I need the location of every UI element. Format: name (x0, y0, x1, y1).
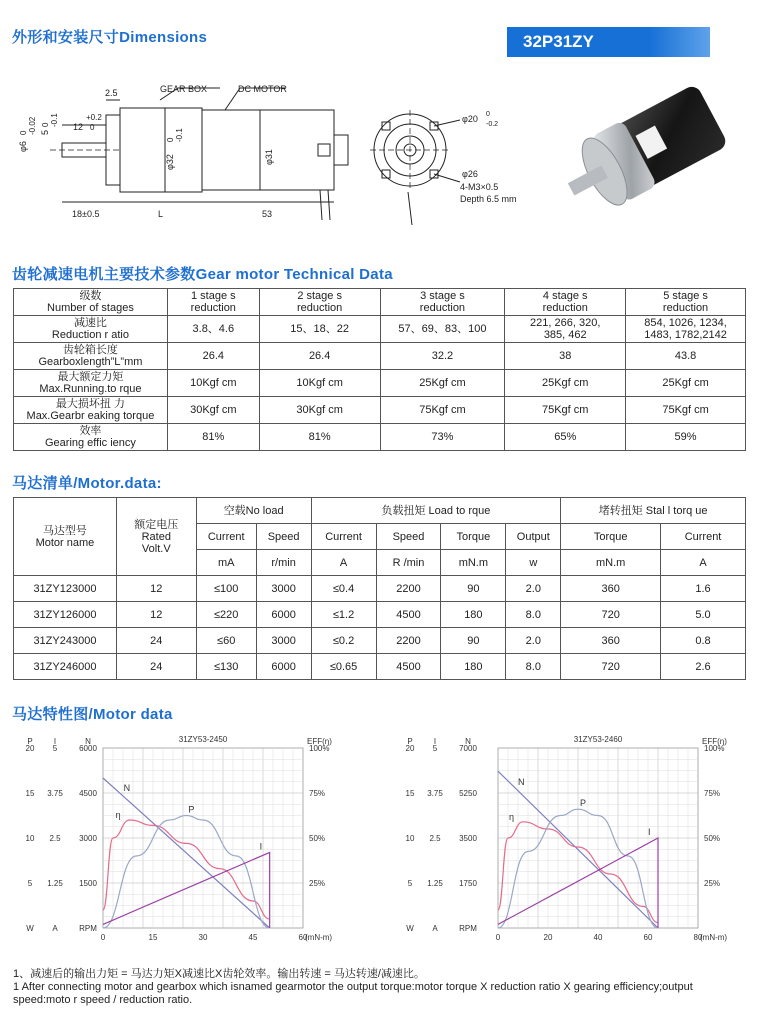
dim-2-5: 2.5 (105, 88, 118, 98)
n-axis-label: N (465, 737, 471, 746)
stages-label: 级数 Number of stages (14, 289, 168, 316)
dim-shaft-tol-top: 0 (19, 130, 28, 135)
n-tick: RPM (459, 924, 477, 933)
dim-flat-tol-bottom: -0.1 (50, 113, 59, 127)
motor-curve-chart-2 (380, 728, 760, 950)
eff-tick: 100% (309, 744, 330, 753)
label-gear-box: GEAR BOX (160, 84, 208, 94)
p-tick: 10 (405, 834, 415, 843)
dim-53: 53 (262, 209, 273, 219)
dim-shaft-dia: φ6 (18, 141, 28, 152)
x-tick: 80 (693, 933, 703, 942)
n-tick: RPM (79, 924, 97, 933)
chart-title: 31ZY53-2450 (178, 735, 228, 744)
i-axis-label: I (53, 737, 57, 746)
dim-flat-tol-top: 0 (41, 122, 50, 127)
tech-table (13, 288, 746, 451)
n-tick: 1500 (79, 879, 97, 888)
i-tick: 5 (52, 744, 58, 753)
i-tick: 1.25 (47, 879, 63, 888)
motor-title: 马达清单/Motor.data: (12, 475, 162, 492)
eff-tick: 100% (704, 744, 725, 753)
eff-tick: 50% (704, 834, 721, 843)
rated-volt-head: 额定电压 Rated Volt.V (116, 498, 196, 576)
tech-header-row (14, 289, 746, 316)
i-tick: 3.75 (427, 789, 443, 798)
i-tick: 3.75 (47, 789, 63, 798)
dim-12-tol-top: +0.2 (86, 113, 102, 122)
dim-12-tol-bottom: 0 (90, 123, 95, 132)
x-tick: 30 (198, 933, 208, 942)
dim-pilot-dia: φ20 (462, 114, 478, 124)
eff-tick: 75% (309, 789, 326, 798)
i-tick: 1.25 (427, 879, 443, 888)
dim-flat: 5 (40, 129, 50, 135)
x-axis-label: (mN-m) (700, 933, 728, 942)
tech-row-length: 齿轮箱长度 Gearboxlength”L”mm 26.4 26.4 32.2 38 43.8 (14, 343, 746, 370)
i-tick: A (52, 924, 58, 933)
motor-table: 马达型号 Motor name 额定电压 Rated Volt.V 空载No load 负载扭矩 Load to rque 堵转扭矩 Stal l torq ue Current Speed Current Speed Torque Output Torque Current mA r/min A R /min mN.m w mN.m A 31ZY123000 12 ≤100 3000 ≤0.4 2200 90 2.0 360 1.6 31ZY126000 12 ≤220 6000 ≤1.2 4500 180 8.0 720 5.0 31ZY243000 24 ≤60 3000 ≤0.2 2200 90 2.0 360 0.8 31ZY246000 24 ≤130 6000 ≤0.65 4500 180 8.0 720 2.6 (13, 497, 746, 680)
p-tick: 15 (405, 789, 415, 798)
dim-gear-dia: φ32 (165, 154, 175, 170)
dim-pcd: φ26 (462, 169, 478, 179)
dim-18: 18±0.5 (72, 209, 100, 219)
dim-gear-dia-tol-top: 0 (166, 137, 175, 142)
motor-name-head: 马达型号 Motor name (14, 498, 117, 576)
dim-depth: Depth 6.5 mm (460, 194, 517, 204)
label-eta: η (115, 810, 121, 820)
label-dc-motor: DC MOTOR (238, 84, 287, 94)
model-badge: 32P31ZY (507, 27, 710, 57)
motor-row: 31ZY126000 12 ≤220 6000 ≤1.2 4500 180 8.0 720 5.0 (14, 602, 746, 628)
x-tick: 45 (248, 933, 258, 942)
label-I: I (648, 827, 651, 837)
tech-row-efficiency: 效率 Gearing effic iency 81% 81% 73% 65% 59% (14, 424, 746, 451)
eff-tick: 25% (704, 879, 721, 888)
n-tick: 1750 (459, 879, 477, 888)
p-tick: W (406, 924, 414, 933)
stage-2: 2 stage s reduction (259, 289, 380, 316)
dim-shaft-tol-bottom: -0.02 (28, 116, 37, 135)
label-N: N (518, 776, 525, 787)
eff-axis-label: EFF(η) (702, 737, 727, 746)
tech-title: 齿轮减速电机主要技术参数Gear motor Technical Data (12, 266, 393, 283)
motor-row: 31ZY123000 12 ≤100 3000 ≤0.4 2200 90 2.0 360 1.6 (14, 576, 746, 602)
chart-title: 31ZY53-2460 (573, 735, 623, 744)
motor-row: 31ZY243000 24 ≤60 3000 ≤0.2 2200 90 2.0 360 0.8 (14, 628, 746, 654)
eff-tick: 75% (704, 789, 721, 798)
i-axis-label: I (433, 737, 437, 746)
x-tick: 0 (100, 933, 106, 942)
note-en: 1 After connecting motor and gearbox which isnamed gearmotor the output torque:motor torque X reduction ratio X gearing efficiency;output speed:moto r speed / reduction ratio. (13, 981, 693, 1006)
stage-1: 1 stage s reduction (167, 289, 259, 316)
x-tick: 0 (495, 933, 501, 942)
n-tick: 5250 (459, 789, 477, 798)
stage-4: 4 stage s reduction (505, 289, 626, 316)
dim-gear-dia-tol-bottom: -0.1 (175, 128, 184, 142)
stall-head: 堵转扭矩 Stal l torq ue (561, 498, 746, 524)
eff-tick: 25% (309, 879, 326, 888)
p-tick: 20 (25, 744, 35, 753)
dim-screws: 4-M3×0.5 (460, 182, 499, 192)
tech-row-breaking-torque: 最大损坏扭 力 Max.Gearbr eaking torque 30Kgf cm 30Kgf cm 75Kgf cm 75Kgf cm 75Kgf cm (14, 397, 746, 424)
dim-pilot-tol-bottom: -0.2 (486, 121, 499, 128)
dim-pilot-tol-top: 0 (486, 111, 490, 118)
motor-curve-chart-1 (0, 728, 380, 950)
label-I: I (259, 841, 263, 852)
n-tick: 7000 (459, 744, 477, 753)
note-cn: 1、减速后的输出力矩 = 马达力矩X减速比X齿轮效率。输出转速 = 马达转速/减速比。 (13, 968, 425, 980)
i-tick: 2.5 (49, 834, 61, 843)
motor-row: 31ZY246000 24 ≤130 6000 ≤0.65 4500 180 8.0 720 2.6 (14, 654, 746, 680)
n-tick: 3000 (79, 834, 97, 843)
label-P: P (580, 798, 587, 809)
tech-row-running-torque: 最大额定力矩 Max.Running.to rque 10Kgf cm 10Kgf cm 25Kgf cm 25Kgf cm 25Kgf cm (14, 370, 746, 397)
p-tick: 10 (25, 834, 35, 843)
p-tick: 15 (25, 789, 35, 798)
load-head: 负载扭矩 Load to rque (311, 498, 561, 524)
label-P: P (188, 804, 195, 815)
i-tick: 2.5 (429, 834, 441, 843)
dim-motor-dia: φ31 (264, 149, 274, 165)
x-tick: 20 (543, 933, 553, 942)
dim-L: L (158, 209, 164, 219)
n-axis-label: N (85, 737, 91, 746)
p-tick: 20 (405, 744, 415, 753)
i-tick: 5 (432, 744, 438, 753)
n-tick: 3500 (459, 834, 477, 843)
x-tick: 60 (298, 933, 308, 942)
x-tick: 15 (148, 933, 158, 942)
p-tick: 5 (407, 879, 413, 888)
tech-row-ratio: 减速比 Reduction r atio 3.8、4.6 15、18、22 57、69、83、100 221, 266, 320, 385, 462 854, 1026, 1234, 1483, 1782,2142 (14, 316, 746, 343)
no-load-head: 空载No load (196, 498, 311, 524)
product-photo (545, 78, 745, 238)
p-tick: 5 (27, 879, 33, 888)
x-axis-label: (mN-m) (305, 933, 333, 942)
x-tick: 60 (643, 933, 653, 942)
stage-5: 5 stage s reduction (626, 289, 746, 316)
label-eta: η (509, 811, 515, 822)
dim-12: 12 (73, 122, 84, 132)
dimension-drawing (10, 80, 540, 240)
n-tick: 4500 (79, 789, 97, 798)
dimensions-title: 外形和安装尺寸Dimensions (12, 29, 208, 46)
notes (13, 968, 748, 1007)
x-tick: 40 (593, 933, 603, 942)
curves-title: 马达特性图/Motor data (12, 706, 173, 723)
label-N: N (123, 783, 131, 793)
stage-3: 3 stage s reduction (380, 289, 505, 316)
p-axis-label: P (407, 737, 413, 746)
n-tick: 6000 (79, 744, 97, 753)
i-tick: A (432, 924, 438, 933)
p-tick: W (26, 924, 34, 933)
p-axis-label: P (27, 737, 33, 746)
eff-axis-label: EFF(η) (307, 737, 332, 746)
eff-tick: 50% (309, 834, 326, 843)
